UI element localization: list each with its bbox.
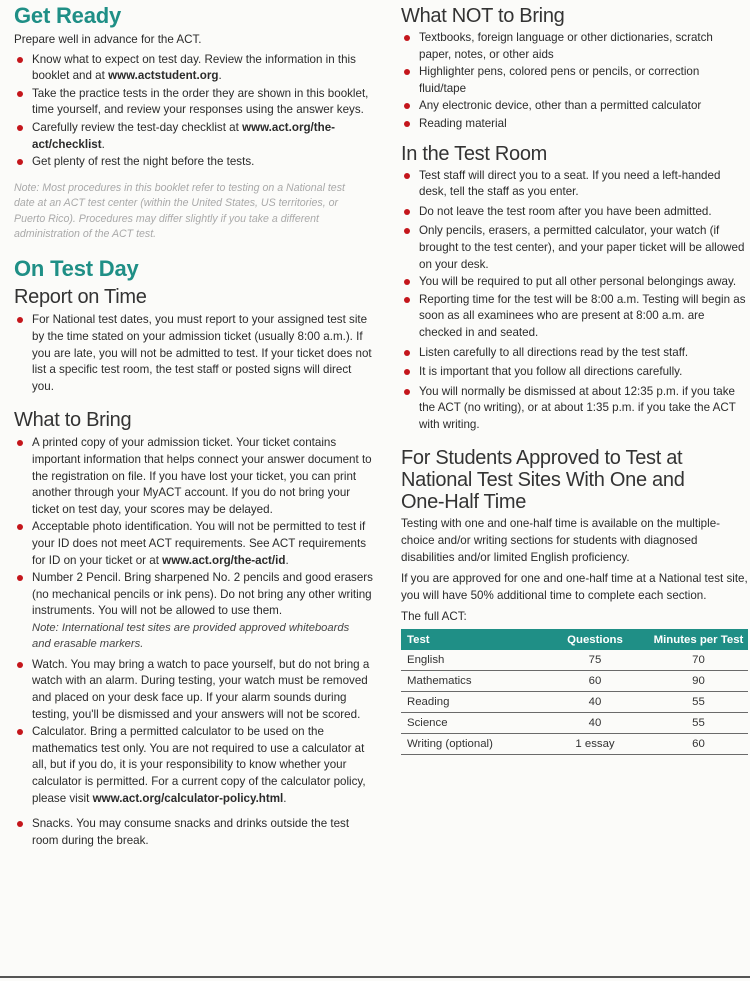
table-cell: 40	[541, 692, 649, 713]
get-ready-intro: Prepare well in advance for the ACT.	[14, 33, 202, 46]
column-header-questions: Questions	[541, 629, 649, 650]
list-item: Reading material	[401, 116, 748, 133]
on-test-day-heading: On Test Day	[14, 256, 139, 282]
column-header-minutes: Minutes per Test	[649, 629, 748, 650]
table-row	[401, 692, 748, 713]
table-cell: 75	[541, 650, 649, 671]
pencil-note: Note: International test sites are provided approved whiteboards and erasable markers.	[32, 621, 350, 650]
list-item: Any electronic device, other than a permitted calculator	[401, 98, 748, 115]
extended-paragraph-1: Testing with one and one-half time is available on the multiple-choice and/or writing sections for students with diagnosed disabilities and/or limited English proficiency.	[401, 517, 721, 564]
report-on-time-heading: Report on Time	[14, 286, 147, 309]
table-cell: Reading	[401, 692, 541, 713]
list-item: Snacks. You may consume snacks and drinks outside the test room during the break.	[14, 816, 374, 849]
list-item: It is important that you follow all directions carefully.	[401, 364, 748, 381]
list-item: Calculator. Bring a permitted calculator to be used on the mathematics test only. You are not required to use a calculator at all, but if you do, it is your responsibility to know whether your calculator is permitted. For a current copy of the calculator policy, please visit www.act.org/calculator-policy.html.	[14, 724, 374, 807]
table-cell: English	[401, 650, 541, 671]
list-item: A printed copy of your admission ticket. Your ticket contains important information that helps connect your answer document to the registration on file. If you have lost your ticket, you can print another through your MyACT account. If you do not bring your ticket on test day, your scores may be delayed.	[14, 435, 374, 518]
procedures-note: Note: Most procedures in this booklet refer to testing on a National test date at an ACT test center (within the United States, US territories, or Puerto Rico). Procedures may differ slightly if you take a different administration of the ACT test.	[14, 181, 345, 240]
list-item: Carefully review the test-day checklist at www.act.org/the-act/checklist.	[14, 120, 374, 153]
act-time-table	[401, 629, 748, 755]
list-item: Textbooks, foreign language or other dictionaries, scratch paper, notes, or other aids	[401, 30, 748, 63]
table-row	[401, 713, 748, 734]
table-caption: The full ACT:	[401, 610, 467, 624]
table-cell: 70	[649, 650, 748, 671]
list-item: For National test dates, you must report to your assigned test site by the time stated on your admission ticket (usually 8:00 a.m.). If you are late, you will not be admitted to test. If your ticket does not list a specific test room, the test staff or posted signs will direct you.	[14, 312, 374, 395]
bottom-divider	[0, 976, 750, 978]
list-item: Watch. You may bring a watch to pace yourself, but do not bring a watch with an alarm. During testing, your watch must be removed and placed on your desk face up. If your alarm sounds during testing, you'll be dismissed and your answers will not be scored.	[14, 657, 374, 723]
table-cell: 90	[649, 671, 748, 692]
get-ready-heading: Get Ready	[14, 3, 122, 28]
table-cell: Writing (optional)	[401, 734, 541, 755]
column-header-test: Test	[401, 629, 541, 650]
not-bring-list	[401, 30, 748, 133]
bring-list-continued	[14, 657, 374, 850]
what-not-to-bring-heading: What NOT to Bring	[401, 5, 565, 27]
list-item: You will normally be dismissed at about 12:35 p.m. if you take the ACT (no writing), or at about 1:35 p.m. if you take the ACT with writing.	[401, 384, 748, 434]
actstudent-link[interactable]: www.actstudent.org	[108, 69, 219, 83]
list-item: Take the practice tests in the order they are shown in this booklet, time yourself, and review your responses using the answer keys.	[14, 86, 374, 119]
table-row	[401, 734, 748, 755]
test-room-list	[401, 168, 748, 434]
list-item: Highlighter pens, colored pens or pencils, or correction fluid/tape	[401, 64, 748, 97]
id-link[interactable]: www.act.org/the-act/id	[162, 553, 286, 567]
list-item: Listen carefully to all directions read by the test staff.	[401, 345, 748, 362]
what-to-bring-heading: What to Bring	[14, 409, 132, 432]
table-row	[401, 650, 748, 671]
checklist-link[interactable]: www.act.org/the-act/checklist	[32, 120, 336, 151]
table-header-row	[401, 629, 748, 650]
table-row	[401, 671, 748, 692]
calculator-policy-link[interactable]: www.act.org/calculator-policy.html	[92, 791, 284, 805]
table-cell: 55	[649, 692, 748, 713]
list-item: Only pencils, erasers, a permitted calculator, your watch (if brought to the test center), and your paper ticket will be allowed on your desk.	[401, 223, 748, 273]
in-the-test-room-heading: In the Test Room	[401, 142, 548, 165]
get-ready-list	[14, 52, 374, 171]
list-item: Get plenty of rest the night before the tests.	[14, 154, 374, 171]
table-cell: 40	[541, 713, 649, 734]
list-item: Test staff will direct you to a seat. If you need a left-handed desk, tell the staff as you enter.	[401, 168, 748, 201]
list-item: Reporting time for the test will be 8:00 a.m. Testing will begin as soon as all examinees who are present at 8:00 a.m. are checked in and seated.	[401, 292, 748, 342]
table-cell: 1 essay	[541, 734, 649, 755]
right-column	[401, 0, 748, 755]
list-item: Acceptable photo identification. You will not be permitted to test if your ID does not meet ACT requirements. See ACT requirements for ID on your ticket or at www.act.org/the-act/id.	[14, 519, 374, 569]
extended-time-heading: For Students Approved to Test at National Test Sites With One and One-Half Time	[401, 447, 685, 514]
table-cell: 60	[541, 671, 649, 692]
left-column	[14, 0, 374, 849]
bring-list	[14, 435, 374, 620]
list-item: Number 2 Pencil. Bring sharpened No. 2 pencils and good erasers (no mechanical pencils or ink pens). Do not bring any other writing instruments. You will not be allowed to use them.	[14, 570, 374, 620]
extended-paragraph-2: If you are approved for one and one-half time at a National test site, you will have 50% additional time to complete each section.	[401, 572, 748, 602]
table-cell: 55	[649, 713, 748, 734]
table-cell: Science	[401, 713, 541, 734]
list-item: Do not leave the test room after you have been admitted.	[401, 204, 748, 221]
table-cell: 60	[649, 734, 748, 755]
table-cell: Mathematics	[401, 671, 541, 692]
list-item: You will be required to put all other personal belongings away.	[401, 274, 748, 291]
list-item: Know what to expect on test day. Review the information in this booklet and at www.actstudent.org.	[14, 52, 374, 85]
report-list	[14, 312, 374, 395]
